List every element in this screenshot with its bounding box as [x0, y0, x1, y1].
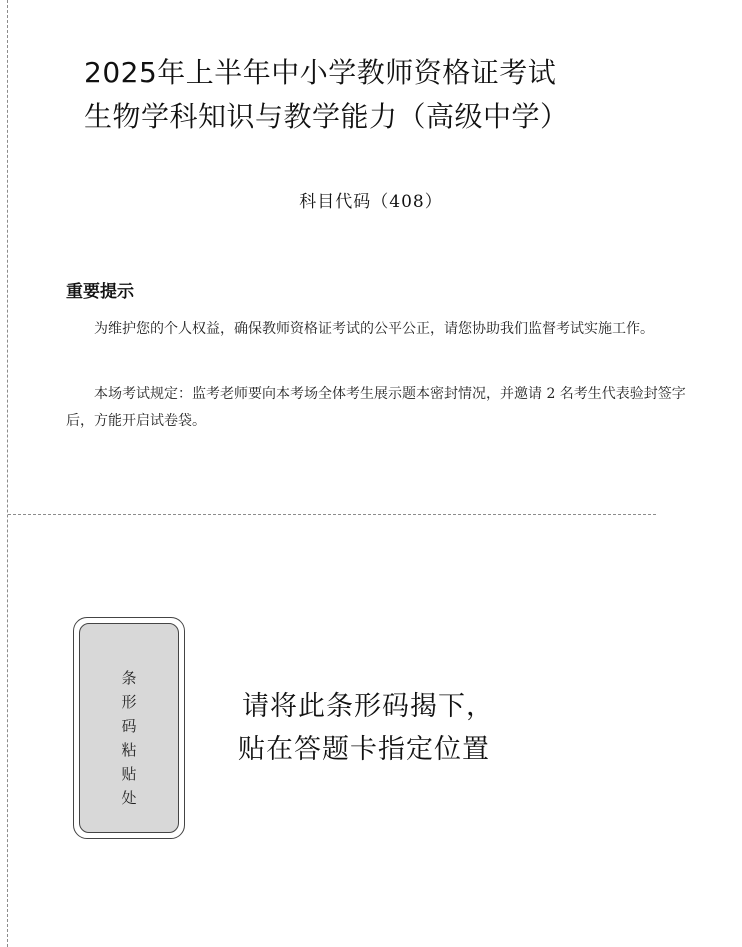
- exam-title-line1: 2025年上半年中小学教师资格证考试: [84, 56, 557, 89]
- binding-dashed-line: [7, 0, 8, 947]
- subject-code: 科目代码（408）: [299, 192, 443, 212]
- barcode-label: [80, 666, 178, 810]
- cut-dashed-line: [8, 514, 656, 515]
- barcode-label-char: 条: [121, 669, 137, 687]
- barcode-label-char: 贴: [121, 765, 137, 783]
- notice-paragraph-1: 为维护您的个人权益，确保教师资格证考试的公平公正，请您协助我们监督考试实施工作。: [94, 321, 654, 337]
- exam-title-line2: 生物学科知识与教学能力（高级中学）: [84, 100, 569, 133]
- barcode-instruction-line1: 请将此条形码揭下，: [242, 691, 494, 722]
- notice-paragraph-2: 本场考试规定：监考老师要向本考场全体考生展示题本密封情况，并邀请 2 名考生代表验封签字后，方能开启试卷袋。: [66, 386, 686, 429]
- barcode-sticker-inner: [79, 623, 179, 833]
- barcode-label-char: 形: [121, 693, 137, 711]
- barcode-sticker-area: [73, 617, 185, 839]
- barcode-instruction-line2: 贴在答题卡指定位置: [238, 734, 490, 765]
- barcode-label-char: 码: [121, 717, 137, 735]
- notice-heading: 重要提示: [66, 282, 134, 302]
- barcode-label-char: 处: [121, 789, 137, 807]
- barcode-label-char: 粘: [121, 741, 137, 759]
